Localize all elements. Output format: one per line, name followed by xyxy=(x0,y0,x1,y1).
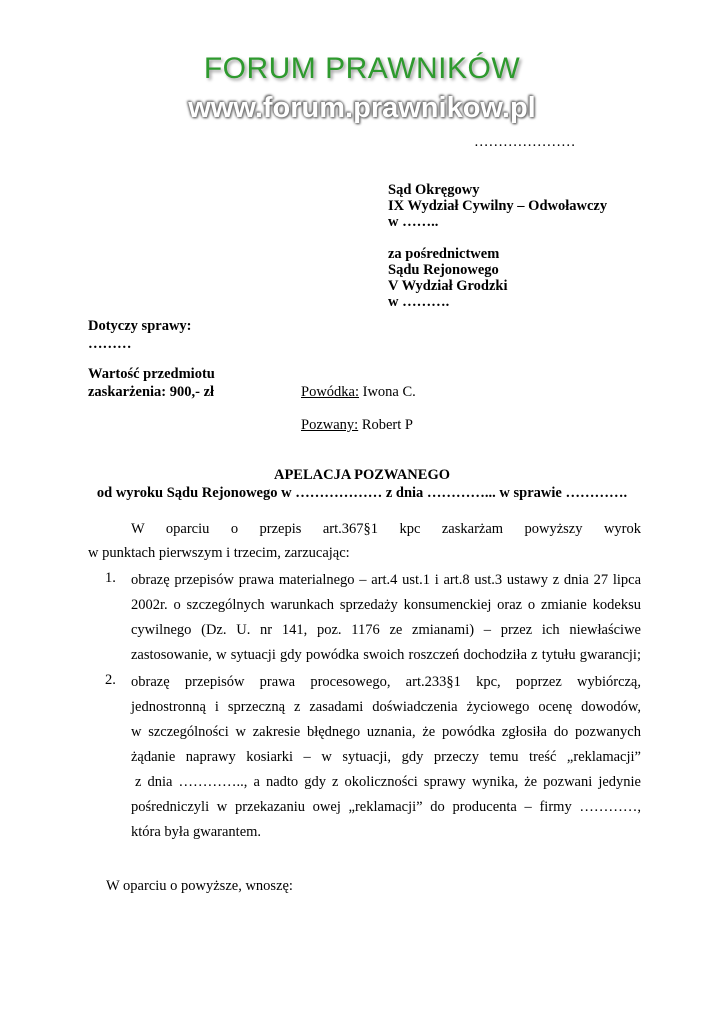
plaintiff xyxy=(301,384,416,401)
charge-line: jednostronną i sprzeczną z zasadami doświadczenia życiowego ocenę dowodów, xyxy=(131,699,641,715)
closing-text: W oparciu o powyższe, wnoszę: xyxy=(106,878,293,894)
charge-line: obrazę przepisów prawa materialnego – art.4 ust.1 i art.8 ust.3 ustawy z dnia 27 lipca xyxy=(131,572,641,588)
charge-line: zastosowanie, w sytuacji gdy powódka swoich roszczeń dochodziła z tytułu gwarancji; xyxy=(131,647,641,663)
charge-line: pośredniczyli w przekazaniu owej „reklamacji” do producenta – firmy …………, xyxy=(131,799,641,815)
case-label: Dotyczy sprawy: xyxy=(88,318,192,334)
defendant xyxy=(301,417,413,434)
plaintiff-label: Powódka: xyxy=(301,384,359,400)
place-date: ………………… xyxy=(474,134,576,150)
court-line: za pośrednictwem xyxy=(388,246,500,262)
charge-line: w szczególności w zakresie błędnego uznania, że powódka zgłosiła do pozwanych xyxy=(131,724,641,740)
court-line: Sąd Okręgowy xyxy=(388,182,480,198)
document-subtitle: od wyroku Sądu Rejonowego w ……………… z dnia …………... w sprawie …………. xyxy=(96,485,628,501)
charge-number: 1. xyxy=(105,570,116,586)
defendant-name: Robert P xyxy=(361,417,413,433)
charge-line: cywilnego (Dz. U. nr 141, poz. 1176 ze zmianami) – przez ich niewłaściwe xyxy=(131,622,641,638)
charge-line: która była gwarantem. xyxy=(131,824,262,840)
court-line: V Wydział Grodzki xyxy=(388,278,508,294)
logo-title: FORUM PRAWNIKÓW xyxy=(203,52,521,85)
appeal-value: zaskarżenia: 900,- zł xyxy=(88,384,215,400)
intro-line: w punktach pierwszym i trzecim, zarzucając: xyxy=(88,545,350,561)
charge-line: z dnia ………….., a nadto gdy z okoliczności sprawy wynika, że pozwani jedynie xyxy=(135,774,641,790)
plaintiff-name: Iwona C. xyxy=(362,384,416,400)
court-line: w …….. xyxy=(388,214,439,230)
court-line: w ………. xyxy=(388,294,450,310)
court-line: Sądu Rejonowego xyxy=(388,262,499,278)
charge-line: obrazę przepisów prawa procesowego, art.233§1 kpc, poprzez wybiórczą, xyxy=(131,674,641,690)
charge-line: 2002r. o szczególnych warunkach sprzedaży konsumenckiej oraz o zmianie kodeksu xyxy=(131,597,641,613)
court-line: IX Wydział Cywilny – Odwoławczy xyxy=(388,198,608,214)
logo-url: www.forum.prawnikow.pl xyxy=(188,92,536,124)
defendant-label: Pozwany: xyxy=(301,417,359,433)
appeal-value-label: Wartość przedmiotu xyxy=(88,366,215,382)
case-value: ……… xyxy=(88,336,132,352)
intro-line: W oparciu o przepis art.367§1 kpc zaskarżam powyższy wyrok xyxy=(131,521,641,537)
document-title: APELACJA POZWANEGO xyxy=(273,467,451,483)
charge-number: 2. xyxy=(105,672,116,688)
charge-line: żądanie naprawy kosiarki – w sytuacji, gdy przeczy temu treść „reklamacji” xyxy=(131,749,641,765)
court-address xyxy=(388,182,607,310)
